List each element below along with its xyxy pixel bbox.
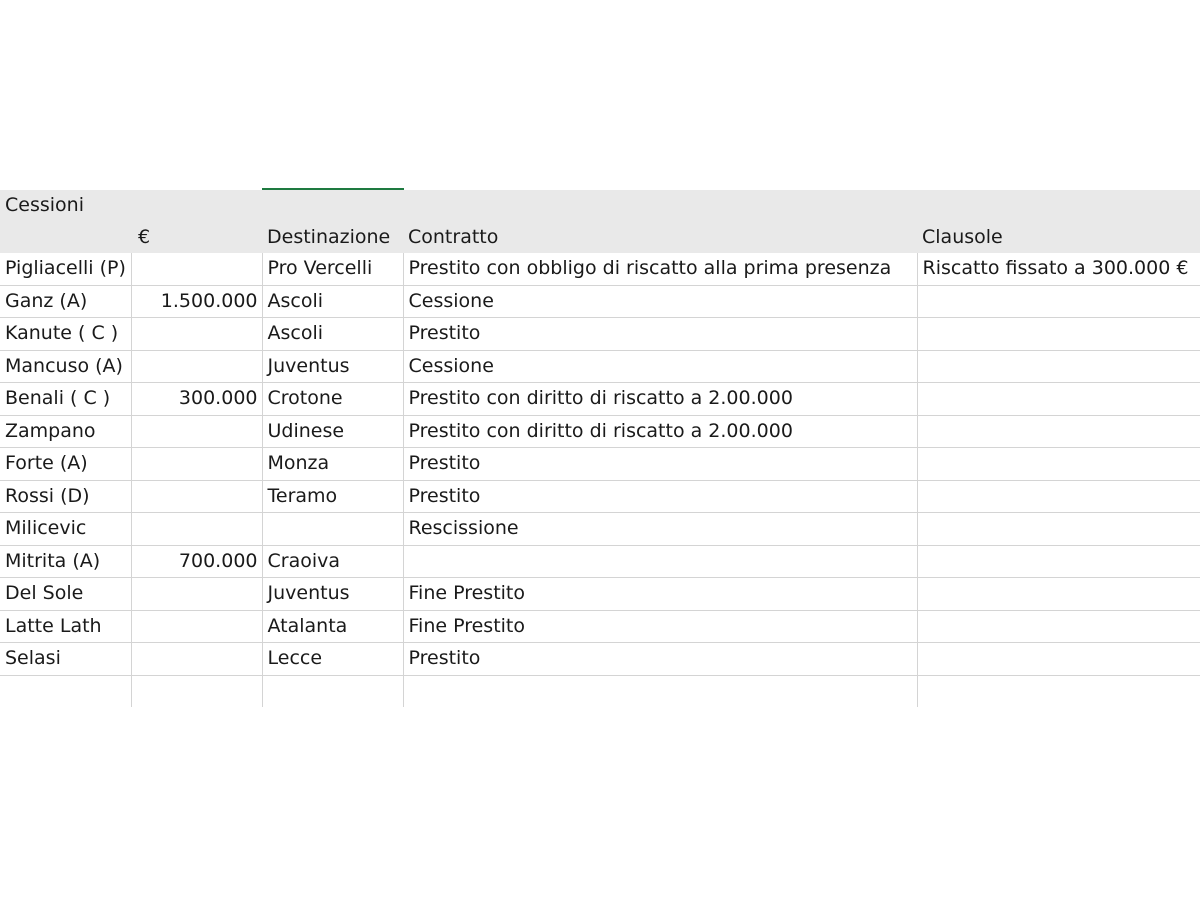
title-row [0,190,1200,222]
cell[interactable] [131,190,262,222]
cell[interactable] [917,675,1200,707]
clauses-cell[interactable] [917,350,1200,383]
amount-cell[interactable] [131,318,262,351]
amount-cell[interactable] [131,350,262,383]
contract-cell[interactable]: Prestito [403,318,917,351]
clauses-cell[interactable]: Riscatto fissato a 300.000 € [917,253,1200,285]
cell[interactable] [262,675,403,707]
clauses-cell[interactable] [917,448,1200,481]
cell[interactable] [917,190,1200,222]
clauses-cell[interactable] [917,480,1200,513]
empty-row [0,675,1200,707]
clauses-cell[interactable] [917,513,1200,546]
contract-cell[interactable]: Prestito con diritto di riscatto a 2.00.000 [403,383,917,416]
destination-cell[interactable]: Juventus [262,578,403,611]
destination-cell[interactable]: Ascoli [262,318,403,351]
destination-cell[interactable]: Teramo [262,480,403,513]
table-row [0,415,1200,448]
cessioni-table [0,190,1200,707]
clauses-cell[interactable] [917,610,1200,643]
player-cell[interactable]: Forte (A) [0,448,131,481]
destination-cell[interactable]: Lecce [262,643,403,676]
player-cell[interactable]: Kanute ( C ) [0,318,131,351]
table-row [0,253,1200,285]
sheet-title[interactable]: Cessioni [0,190,131,222]
cell[interactable] [0,675,131,707]
player-cell[interactable]: Rossi (D) [0,480,131,513]
amount-cell[interactable]: 300.000 [131,383,262,416]
contract-cell[interactable]: Prestito [403,448,917,481]
table-row [0,513,1200,546]
contract-cell[interactable]: Prestito [403,643,917,676]
table-row [0,318,1200,351]
clauses-cell[interactable] [917,415,1200,448]
player-cell[interactable]: Mitrita (A) [0,545,131,578]
amount-cell[interactable] [131,610,262,643]
player-cell[interactable]: Latte Lath [0,610,131,643]
clauses-cell[interactable] [917,545,1200,578]
player-cell[interactable]: Pigliacelli (P) [0,253,131,285]
amount-cell[interactable] [131,448,262,481]
cell[interactable] [403,675,917,707]
player-cell[interactable]: Benali ( C ) [0,383,131,416]
header-contratto[interactable]: Contratto [403,222,917,254]
table-row [0,578,1200,611]
contract-cell[interactable]: Rescissione [403,513,917,546]
amount-cell[interactable]: 700.000 [131,545,262,578]
table-row [0,545,1200,578]
destination-cell[interactable]: Monza [262,448,403,481]
player-cell[interactable]: Selasi [0,643,131,676]
table-row [0,383,1200,416]
contract-cell[interactable] [403,545,917,578]
amount-cell[interactable] [131,513,262,546]
destination-cell[interactable] [262,513,403,546]
amount-cell[interactable] [131,480,262,513]
player-cell[interactable]: Del Sole [0,578,131,611]
contract-cell[interactable]: Cessione [403,350,917,383]
clauses-cell[interactable] [917,643,1200,676]
cell[interactable] [403,190,917,222]
clauses-cell[interactable] [917,285,1200,318]
player-cell[interactable]: Ganz (A) [0,285,131,318]
clauses-cell[interactable] [917,383,1200,416]
contract-cell[interactable]: Prestito con obbligo di riscatto alla prima presenza [403,253,917,285]
destination-cell[interactable]: Ascoli [262,285,403,318]
clauses-cell[interactable] [917,578,1200,611]
header-destinazione[interactable]: Destinazione [262,222,403,254]
header-row [0,222,1200,254]
cell[interactable] [131,675,262,707]
destination-cell[interactable]: Craoiva [262,545,403,578]
header-clausole[interactable]: Clausole [917,222,1200,254]
table-row [0,285,1200,318]
cell[interactable] [262,190,403,222]
table-row [0,350,1200,383]
clauses-cell[interactable] [917,318,1200,351]
player-cell[interactable]: Milicevic [0,513,131,546]
destination-cell[interactable]: Udinese [262,415,403,448]
contract-cell[interactable]: Prestito [403,480,917,513]
amount-cell[interactable] [131,578,262,611]
destination-cell[interactable]: Pro Vercelli [262,253,403,285]
destination-cell[interactable]: Atalanta [262,610,403,643]
table-row [0,643,1200,676]
header-euro[interactable]: € [131,222,262,254]
destination-cell[interactable]: Crotone [262,383,403,416]
table-row [0,448,1200,481]
spreadsheet [0,190,1200,707]
amount-cell[interactable] [131,643,262,676]
amount-cell[interactable] [131,415,262,448]
contract-cell[interactable]: Prestito con diritto di riscatto a 2.00.000 [403,415,917,448]
table-row [0,610,1200,643]
cell[interactable] [0,222,131,254]
amount-cell[interactable] [131,253,262,285]
contract-cell[interactable]: Fine Prestito [403,610,917,643]
contract-cell[interactable]: Fine Prestito [403,578,917,611]
destination-cell[interactable]: Juventus [262,350,403,383]
table-row [0,480,1200,513]
player-cell[interactable]: Zampano [0,415,131,448]
amount-cell[interactable]: 1.500.000 [131,285,262,318]
player-cell[interactable]: Mancuso (A) [0,350,131,383]
contract-cell[interactable]: Cessione [403,285,917,318]
